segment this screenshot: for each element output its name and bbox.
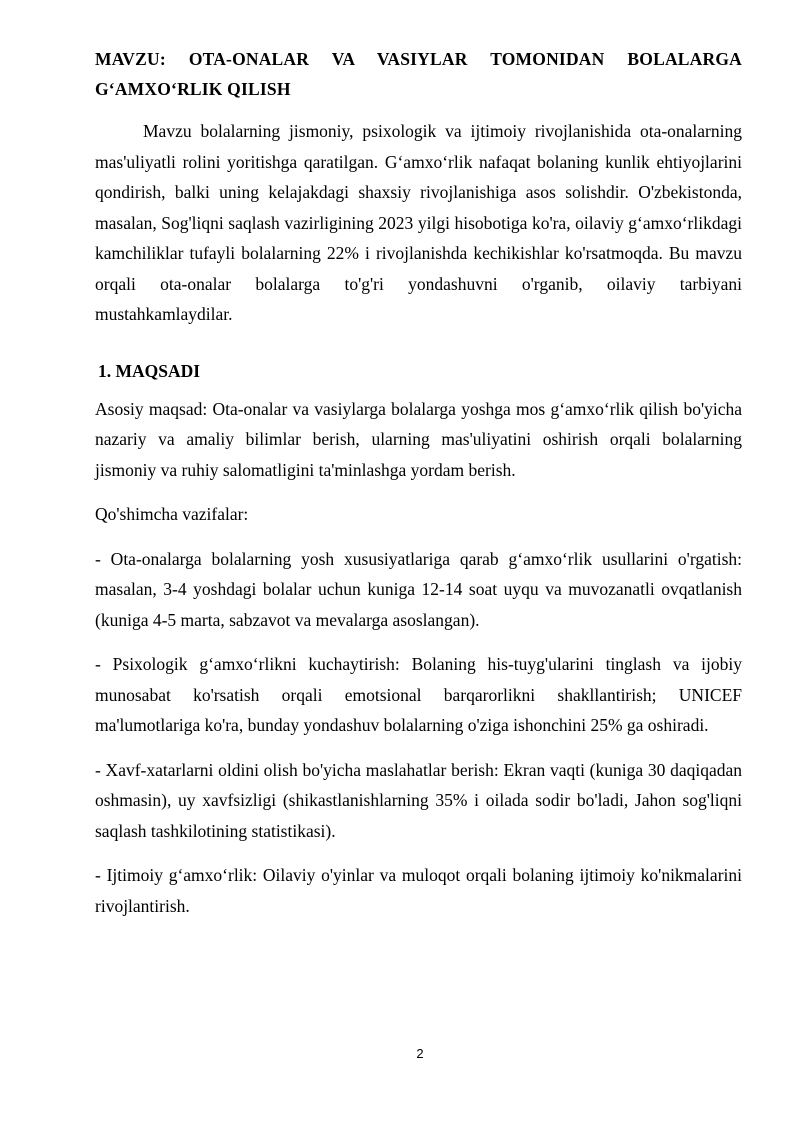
intro-paragraph: Mavzu bolalarning jismoniy, psixologik va ijtimoiy rivojlanishida ota-onalarning mas'uliyatli rolini yoritishga qaratilgan. G‘amxo‘rlik nafaqat bolaning kunlik ehtiyojlarini qondirish, balki uning kelajakdagi shaxsiy rivojlanishiga asos solishdir. O'zbekistonda, masalan, Sog'liqni saqlash vazirligining 2023 yilgi hisobotiga ko'ra, oilaviy g‘amxo‘rlikdagi kamchiliklar tufayli bolalarning 22% i rivojlanishda kechikishlar ko'rsatmoqda. Bu mavzu orqali ota-onalar bolalarga to'g'ri yondashuvni o'rganib, oilaviy tarbiyani mustahkamlaydilar. [95,121,742,324]
tasks-label: Qo'shimcha vazifalar: [95,504,249,524]
page-number: 2 [416,1046,424,1061]
document-title: MAVZU: OTA-ONALAR VA VASIYLAR TOMONIDAN BOLALARGA G‘AMXO‘RLIK QILISH [95,49,742,99]
task-item-1: - Ota-onalarga bolalarning yosh xususiyatlariga qarab g‘amxo‘rlik usullarini o'rgatish: masalan, 3-4 yoshdagi bolalar uchun kuniga 12-14 soat uyqu va muvozanatli ovqatlanish (kuniga 4-5 marta, sabzavot va mevalarga asoslangan). [95,548,742,630]
task-item-2: - Psixologik g‘amxo‘rlikni kuchaytirish: Bolaning his-tuyg'ularini tinglash va ijobiy munosabat ko'rsatish orqali emotsional barqarorlikni shakllantirish; UNICEF ma'lumotlariga ko'ra, bunday yondashuv bolalarning o'ziga ishonchini 25% ga oshiradi. [95,654,742,735]
section-heading: 1. MAQSADI [98,360,201,381]
document-page [95,44,742,921]
goal-paragraph: Asosiy maqsad: Ota-onalar va vasiylarga bolalarga yoshga mos g‘amxo‘rlik qilish bo'yicha nazariy va amaliy bilimlar berish, ularning mas'uliyatini oshirish orqali bolalarning jismoniy va ruhiy salomatligini ta'minlashga yordam berish. [95,398,742,480]
task-item-3: - Xavf-xatarlarni oldini olish bo'yicha maslahatlar berish: Ekran vaqti (kuniga 30 daqiqadan oshmasin), uy xavfsizligi (shikastlanishlarning 35% i oilada sodir bo'ladi, Jahon sog'liqni saqlash tashkilotining statistikasi). [95,759,742,841]
task-item-4: - Ijtimoiy g‘amxo‘rlik: Oilaviy o'yinlar va muloqot orqali bolaning ijtimoiy ko'nikmalarini rivojlantirish. [95,865,742,916]
